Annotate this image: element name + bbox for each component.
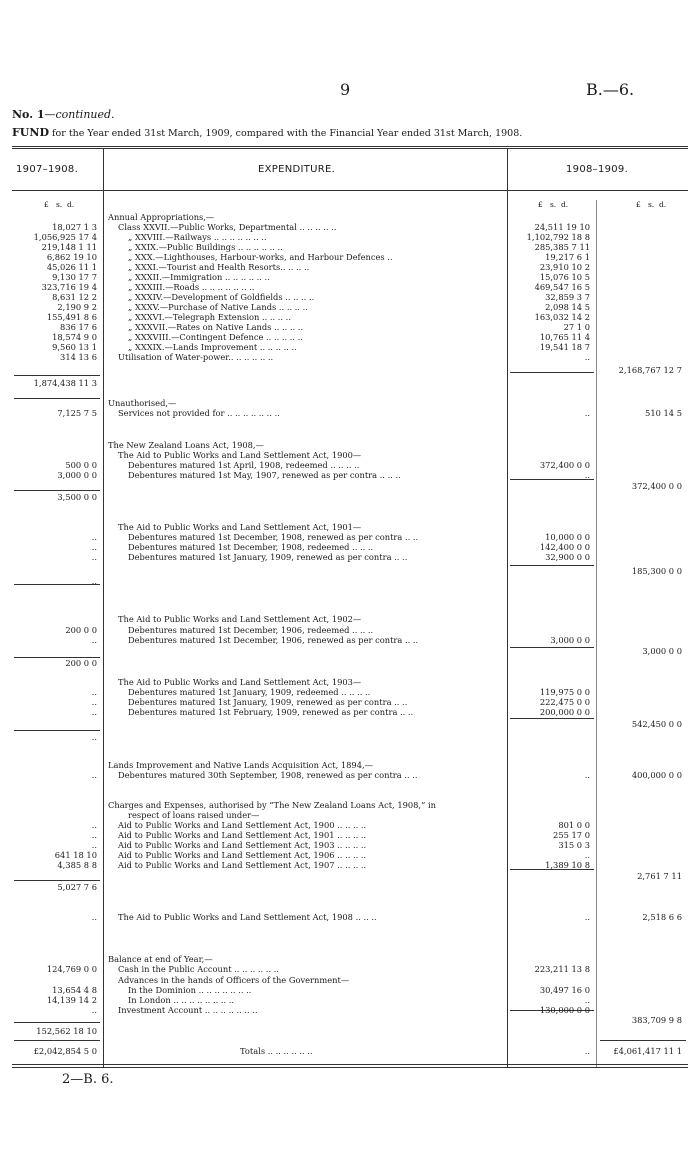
amount-1907-1908: 314 13 6 [60,352,97,362]
amount-1907-1908: 200 0 0 [65,658,97,668]
amount-1908-1909-detail: 2,098 14 5 [545,302,590,312]
amount-1908-1909-detail: .. [584,408,590,418]
amount-1907-1908: 14,139 14 2 [46,995,97,1005]
amount-1907-1908: .. [91,635,97,645]
row-description: Debentures matured 1st January, 1909, renewed as per contra .. .. [128,697,408,707]
amount-1908-1909-total: 2,761 7 11 [637,871,682,881]
amount-1908-1909-total: 185,300 0 0 [631,566,682,576]
row-description: Aid to Public Works and Land Settlement Act, 1906 .. .. .. .. [118,850,367,860]
amount-1908-1909-detail: 3,000 0 0 [550,635,590,645]
column-header-1908-1909: 1908–1909. [566,164,629,175]
amount-1908-1909-detail: .. [584,1046,590,1056]
row-description: The Aid to Public Works and Land Settlement Act, 1908 .. .. .. [118,912,377,922]
amount-1908-1909-total: 400,000 0 0 [631,770,682,780]
row-description: „ XXXIV.—Development of Goldfields .. .. .. .. [128,292,315,302]
continued-suffix: —continued. [44,108,115,121]
signature-mark: 2—B. 6. [62,1072,114,1087]
row-description: „ XXXVI.—Telegraph Extension .. .. .. .. [128,312,291,322]
amount-1908-1909-detail: 1,389 10 8 [545,860,590,870]
amount-1907-1908: 836 17 6 [60,322,97,332]
amount-1908-1909-detail: 19,217 6 1 [545,252,590,262]
amount-1908-1909-total: 2,168,767 12 7 [618,365,682,375]
amount-1907-1908: 500 0 0 [65,460,97,470]
row-description: Annual Appropriations,— [108,212,215,222]
amount-1907-1908: .. [91,1005,97,1015]
fund-word: FUND [12,126,49,139]
table-bottom-rule [12,1064,688,1065]
amount-1908-1909-detail: 10,000 0 0 [545,532,590,542]
amount-1908-1909-total: 3,000 0 0 [642,646,682,656]
row-description: Investment Account .. .. .. .. .. .. .. [118,1005,258,1015]
amount-1907-1908: .. [91,552,97,562]
amount-1907-1908: 3,000 0 0 [57,470,97,480]
lsd-header-mid [538,200,568,209]
lsd-pence: d. [66,200,75,209]
amount-1908-1909-detail: 200,000 0 0 [539,707,590,717]
row-description: Services not provided for .. .. .. .. .. .. .. [118,408,280,418]
amount-1908-1909-detail: 372,400 0 0 [539,460,590,470]
amount-1908-1909-total: £4,061,417 11 1 [613,1046,682,1056]
amount-1907-1908: .. [91,830,97,840]
table-row [0,492,700,503]
table-row [0,871,700,882]
row-description: „ XXXI.—Tourist and Health Resorts.. .. .. .. [128,262,310,272]
amount-1907-1908: .. [91,532,97,542]
table-row [0,732,700,743]
amount-1907-1908: 6,862 19 10 [46,252,97,262]
row-description: In London .. .. .. .. .. .. .. .. [128,995,235,1005]
table-row [0,576,700,587]
page-number: 9 [340,80,351,99]
fund-title-text: for the Year ended 31st March, 1909, compared with the Financial Year ended 31st March, 1908. [49,128,523,139]
row-description: „ XXX.—Lighthouses, Harbour-works, and Harbour Defences .. [128,252,393,262]
table-bottom-rule-inner [12,1067,688,1068]
row-description: Charges and Expenses, authorised by “The New Zealand Loans Act, 1908,” in [108,800,436,810]
table-top-rule-inner [12,148,688,149]
table-row [0,707,700,718]
row-description: The New Zealand Loans Act, 1908,— [108,440,264,450]
row-description: Class XXVII.—Public Works, Departmental .. .. .. .. .. [118,222,337,232]
amount-1908-1909-detail: 130,000 0 0 [539,1005,590,1015]
row-description: Debentures matured 1st January, 1909, redeemed .. .. .. .. [128,687,371,697]
table-row [0,470,700,481]
amount-1908-1909-detail: 222,475 0 0 [539,697,590,707]
lsd-shilling: s. [549,200,557,209]
amount-1908-1909-detail: 163,032 14 2 [534,312,590,322]
lsd-header-left [44,200,74,209]
amount-1907-1908: 8,631 12 2 [52,292,97,302]
subtotal-rule [14,730,100,731]
row-description: Balance at end of Year,— [108,954,213,964]
amount-1907-1908: .. [91,542,97,552]
row-description: „ XXXII.—Immigration .. .. .. .. .. .. [128,272,270,282]
amount-1907-1908: 18,574 9 0 [52,332,97,342]
amount-1908-1909-detail: .. [584,995,590,1005]
amount-1908-1909-detail: 142,400 0 0 [539,542,590,552]
table-row [0,552,700,563]
row-description: Cash in the Public Account .. .. .. .. .. .. [118,964,279,974]
row-description: respect of loans raised under— [128,810,260,820]
amount-1907-1908: 323,716 19 4 [41,282,97,292]
amount-1908-1909-detail: .. [584,770,590,780]
amount-1907-1908: 13,654 4 8 [52,985,97,995]
row-description: In the Dominion .. .. .. .. .. .. .. [128,985,252,995]
table-row [0,481,700,492]
amount-1908-1909-detail: .. [584,352,590,362]
fund-title [12,126,522,139]
row-description: Aid to Public Works and Land Settlement Act, 1903 .. .. .. .. [118,840,367,850]
lsd-pence: d. [658,200,667,209]
amount-1908-1909-detail: 801 0 0 [558,820,590,830]
table-row [0,408,700,419]
row-description: Debentures matured 1st December, 1908, redeemed .. .. .. [128,542,374,552]
amount-1907-1908: .. [91,770,97,780]
amount-1907-1908: .. [91,687,97,697]
row-description: The Aid to Public Works and Land Settlement Act, 1903— [118,677,362,687]
row-description: Debentures matured 1st December, 1906, renewed as per contra .. .. [128,635,419,645]
table-row [0,882,700,893]
table-row [0,912,700,923]
lsd-pound: £ [44,200,49,209]
row-description: Debentures matured 1st January, 1909, renewed as per contra .. .. [128,552,408,562]
table-row [0,964,700,975]
row-description: Debentures matured 1st May, 1907, renewed as per contra .. .. .. [128,470,401,480]
row-description: Lands Improvement and Native Lands Acquisition Act, 1894,— [108,760,373,770]
table-row [0,635,700,646]
amount-1908-1909-total: 510 14 5 [645,408,682,418]
amount-1908-1909-detail: 469,547 16 5 [534,282,590,292]
amount-1908-1909-detail: 27 1 0 [563,322,590,332]
amount-1908-1909-detail: 23,910 10 2 [539,262,590,272]
amount-1907-1908: .. [91,912,97,922]
amount-1907-1908: .. [91,820,97,830]
amount-1908-1909-detail: 315 0 3 [558,840,590,850]
table-row [0,658,700,669]
document-reference: B.—6. [586,80,635,99]
row-description: Aid to Public Works and Land Settlement Act, 1900 .. .. .. .. [118,820,367,830]
amount-1908-1909-detail: 223,211 13 8 [534,964,590,974]
amount-1907-1908: 7,125 7 5 [57,408,97,418]
row-description: Aid to Public Works and Land Settlement Act, 1901 .. .. .. .. [118,830,367,840]
amount-1907-1908: 152,562 18 10 [36,1026,97,1036]
lsd-pound: £ [636,200,641,209]
amount-1907-1908: 200 0 0 [65,625,97,635]
table-row [0,770,700,781]
lsd-header-right [636,200,666,209]
row-description: Debentures matured 1st December, 1906, redeemed .. .. .. [128,625,374,635]
row-description: Aid to Public Works and Land Settlement Act, 1907 .. .. .. .. [118,860,367,870]
amount-1907-1908: .. [91,732,97,742]
amount-1907-1908: 18,027 1 3 [52,222,97,232]
amount-1907-1908: £2,042,854 5 0 [33,1046,97,1056]
amount-1908-1909-detail: 10,765 11 4 [539,332,590,342]
amount-1908-1909-detail: 32,859 3 7 [545,292,590,302]
amount-1908-1909-detail: 285,385 7 11 [534,242,590,252]
amount-1908-1909-detail: 19,541 18 7 [539,342,590,352]
amount-1908-1909-total: 2,518 6 6 [642,912,682,922]
amount-1907-1908: 45,026 11 1 [46,262,97,272]
amount-1908-1909-detail: .. [584,912,590,922]
row-description: Debentures matured 1st February, 1909, renewed as per contra .. .. [128,707,414,717]
amount-1907-1908: 1,056,925 17 4 [33,232,97,242]
amount-1908-1909-detail: 119,975 0 0 [539,687,590,697]
table-row [0,352,700,363]
column-header-1907-1908: 1907–1908. [16,164,79,175]
row-description: „ XXXVIII.—Contingent Defence .. .. .. .. .. [128,332,303,342]
lsd-pound: £ [538,200,543,209]
table-row [0,719,700,730]
amount-1907-1908: 9,130 17 7 [52,272,97,282]
amount-1907-1908: .. [91,840,97,850]
column-header-expenditure: EXPENDITURE. [258,164,336,175]
amount-1907-1908: 9,560 13 1 [52,342,97,352]
amount-1907-1908: 641 18 10 [54,850,97,860]
row-description: „ XXXIX.—Lands Improvement .. .. .. .. .. [128,342,297,352]
row-description: „ XXXVII.—Rates on Native Lands .. .. .. .. [128,322,304,332]
table-row [0,614,700,625]
amount-1908-1909-detail: 30,497 16 0 [539,985,590,995]
amount-1908-1909-detail: .. [584,470,590,480]
row-description: The Aid to Public Works and Land Settlement Act, 1900— [118,450,362,460]
amount-1907-1908: 1,874,438 11 3 [33,378,97,388]
table-row [0,365,700,376]
continued-heading [12,108,115,121]
continued-label: No. 1 [12,108,45,121]
amount-1908-1909-detail: 1,102,792 18 8 [526,232,590,242]
amount-1907-1908: 219,148 1 11 [41,242,97,252]
lsd-shilling: s. [55,200,63,209]
amount-1907-1908: .. [91,697,97,707]
amount-1907-1908: 3,500 0 0 [57,492,97,502]
row-description: „ XXXV.—Purchase of Native Lands .. .. .. .. [128,302,308,312]
header-bottom-rule [12,190,688,191]
row-description: The Aid to Public Works and Land Settlement Act, 1902— [118,614,362,624]
lsd-pence: d. [560,200,569,209]
amount-1907-1908: 5,027 7 6 [57,882,97,892]
row-description: Debentures matured 1st April, 1908, redeemed .. .. .. .. [128,460,360,470]
amount-1907-1908: 155,491 8 6 [46,312,97,322]
amount-1908-1909-detail: 32,900 0 0 [545,552,590,562]
table-row [0,860,700,871]
row-description: „ XXXIII.—Roads .. .. .. .. .. .. .. [128,282,255,292]
amount-1908-1909-detail: .. [584,850,590,860]
table-row [0,1015,700,1026]
row-description: Debentures matured 1st December, 1908, renewed as per contra .. .. [128,532,419,542]
subtotal-rule [600,1040,686,1041]
row-description: Unauthorised,— [108,398,177,408]
row-description: Totals .. .. .. .. .. .. [240,1046,313,1056]
amount-1908-1909-detail: 15,076 10 5 [539,272,590,282]
subtotal-rule [14,1040,100,1041]
row-description: Advances in the hands of Officers of the Government— [118,975,350,985]
amount-1908-1909-total: 372,400 0 0 [631,481,682,491]
amount-1907-1908: .. [91,576,97,586]
lsd-shilling: s. [647,200,655,209]
table-row [0,1046,700,1057]
amount-1908-1909-detail: 255 17 0 [553,830,590,840]
row-description: „ XXIX.—Public Buildings .. .. .. .. .. .. [128,242,283,252]
amount-1908-1909-total: 383,709 9 8 [631,1015,682,1025]
amount-1907-1908: 124,769 0 0 [46,964,97,974]
amount-1908-1909-total: 542,450 0 0 [631,719,682,729]
table-row [0,378,700,389]
table-top-rule [12,146,688,147]
amount-1907-1908: .. [91,707,97,717]
row-description: Debentures matured 30th September, 1908, renewed as per contra .. .. [118,770,418,780]
row-description: The Aid to Public Works and Land Settlement Act, 1901— [118,522,362,532]
amount-1908-1909-detail: 24,511 19 10 [534,222,590,232]
amount-1907-1908: 4,385 8 8 [57,860,97,870]
table-row [0,1026,700,1037]
amount-1907-1908: 2,190 9 2 [57,302,97,312]
row-description: „ XXVIII.—Railways .. .. .. .. .. .. .. [128,232,267,242]
table-row [0,646,700,657]
row-description: Utilisation of Water-power.. .. .. .. .. .. [118,352,274,362]
